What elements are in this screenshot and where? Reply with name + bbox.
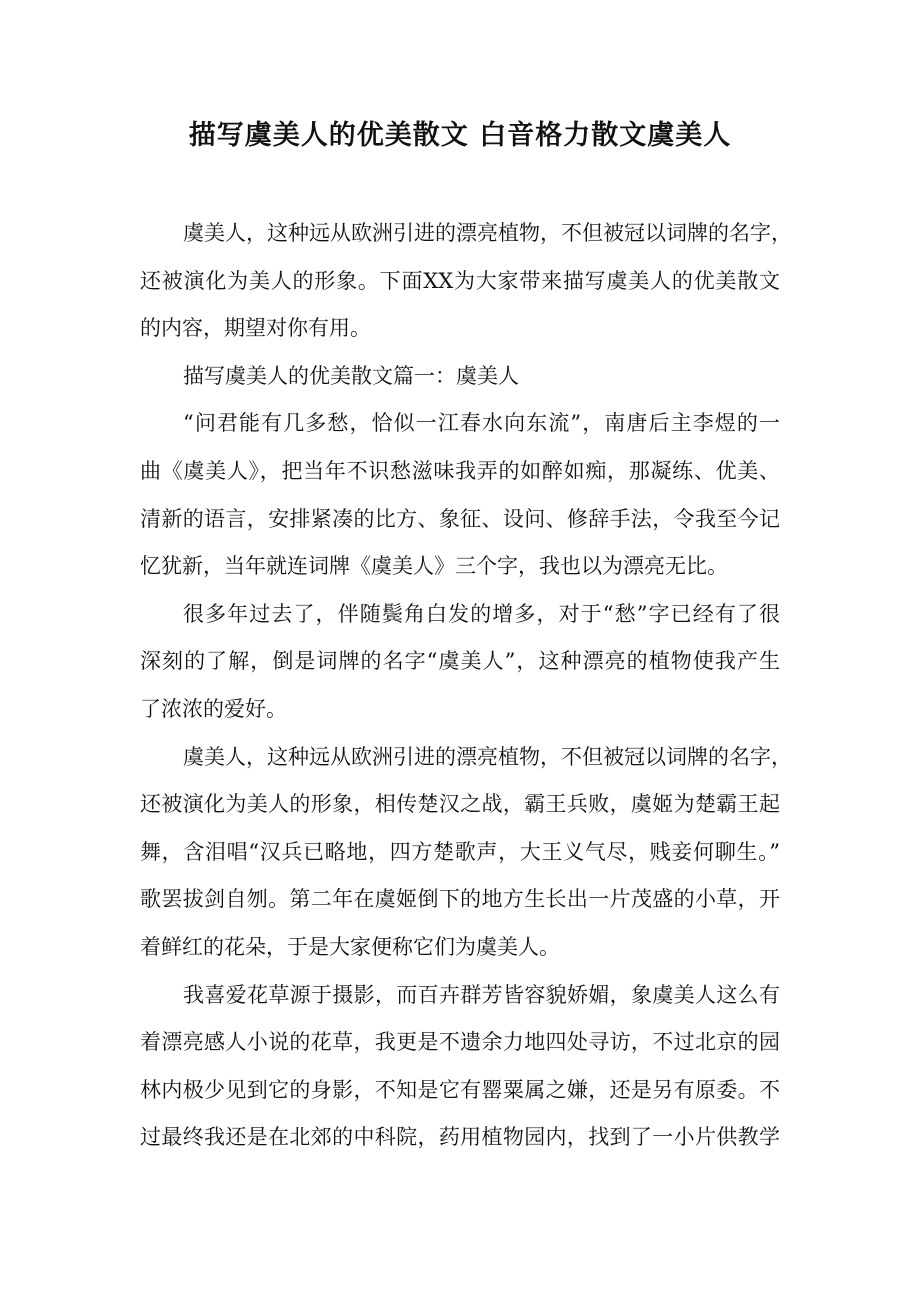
body-line: 虞美人，这种远从欧洲引进的漂亮植物，不但被冠以词牌的名字， [183,744,792,769]
body-line: 着漂亮感人小说的花草，我更是不遗余力地四处寻访，不过北京的园 [140,1030,780,1055]
body-line: 还被演化为美人的形象。下面XX为大家带来描写虞美人的优美散文 [140,268,780,293]
body-line: 林内极少见到它的身影，不知是它有罂粟属之嫌，还是另有原委。不 [140,1077,780,1102]
document-body [140,210,792,1162]
body-line: 过最终我还是在北郊的中科院，药用植物园内，找到了一小片供教学 [140,1125,780,1150]
body-line: 虞美人，这种远从欧洲引进的漂亮植物，不但被冠以词牌的名字， [183,221,792,245]
body-line: “问君能有几多愁，恰似一江春水向东流”，南唐后主李煜的一 [183,411,780,436]
body-line: 了浓浓的爱好。 [140,696,287,721]
body-line: 舞，含泪唱“汉兵已略地，四方楚歌声，大王义气尽，贱妾何聊生。” [140,839,780,864]
body-line: 的内容，期望对你有用。 [140,316,371,341]
body-line: 着鲜红的花朵，于是大家便称它们为虞美人。 [140,934,560,959]
document-title: 描写虞美人的优美散文 白音格力散文虞美人 [188,120,732,151]
body-line: 很多年过去了，伴随鬓角白发的增多，对于“愁”字已经有了很 [183,601,780,626]
body-line: 我喜爱花草源于摄影，而百卉群芳皆容貌娇媚，象虞美人这么有 [183,982,780,1007]
section-heading: 描写虞美人的优美散文篇一：虞美人 [183,363,519,388]
body-line: 清新的语言，安排紧凑的比方、象征、设问、修辞手法，令我至今记 [140,506,780,531]
body-line: 还被演化为美人的形象，相传楚汉之战，霸王兵败，虞姬为楚霸王起 [140,792,780,817]
body-line: 歌罢拔剑自刎。第二年在虞姬倒下的地方生长出一片茂盛的小草，开 [140,887,780,912]
body-line: 深刻的了解，倒是词牌的名字“虞美人”，这种漂亮的植物使我产生 [140,649,780,674]
body-line: 忆犹新，当年就连词牌《虞美人》三个字，我也以为漂亮无比。 [140,554,728,579]
body-line: 曲《虞美人》，把当年不识愁滋味我弄的如醉如痴，那凝练、优美、 [140,458,780,483]
